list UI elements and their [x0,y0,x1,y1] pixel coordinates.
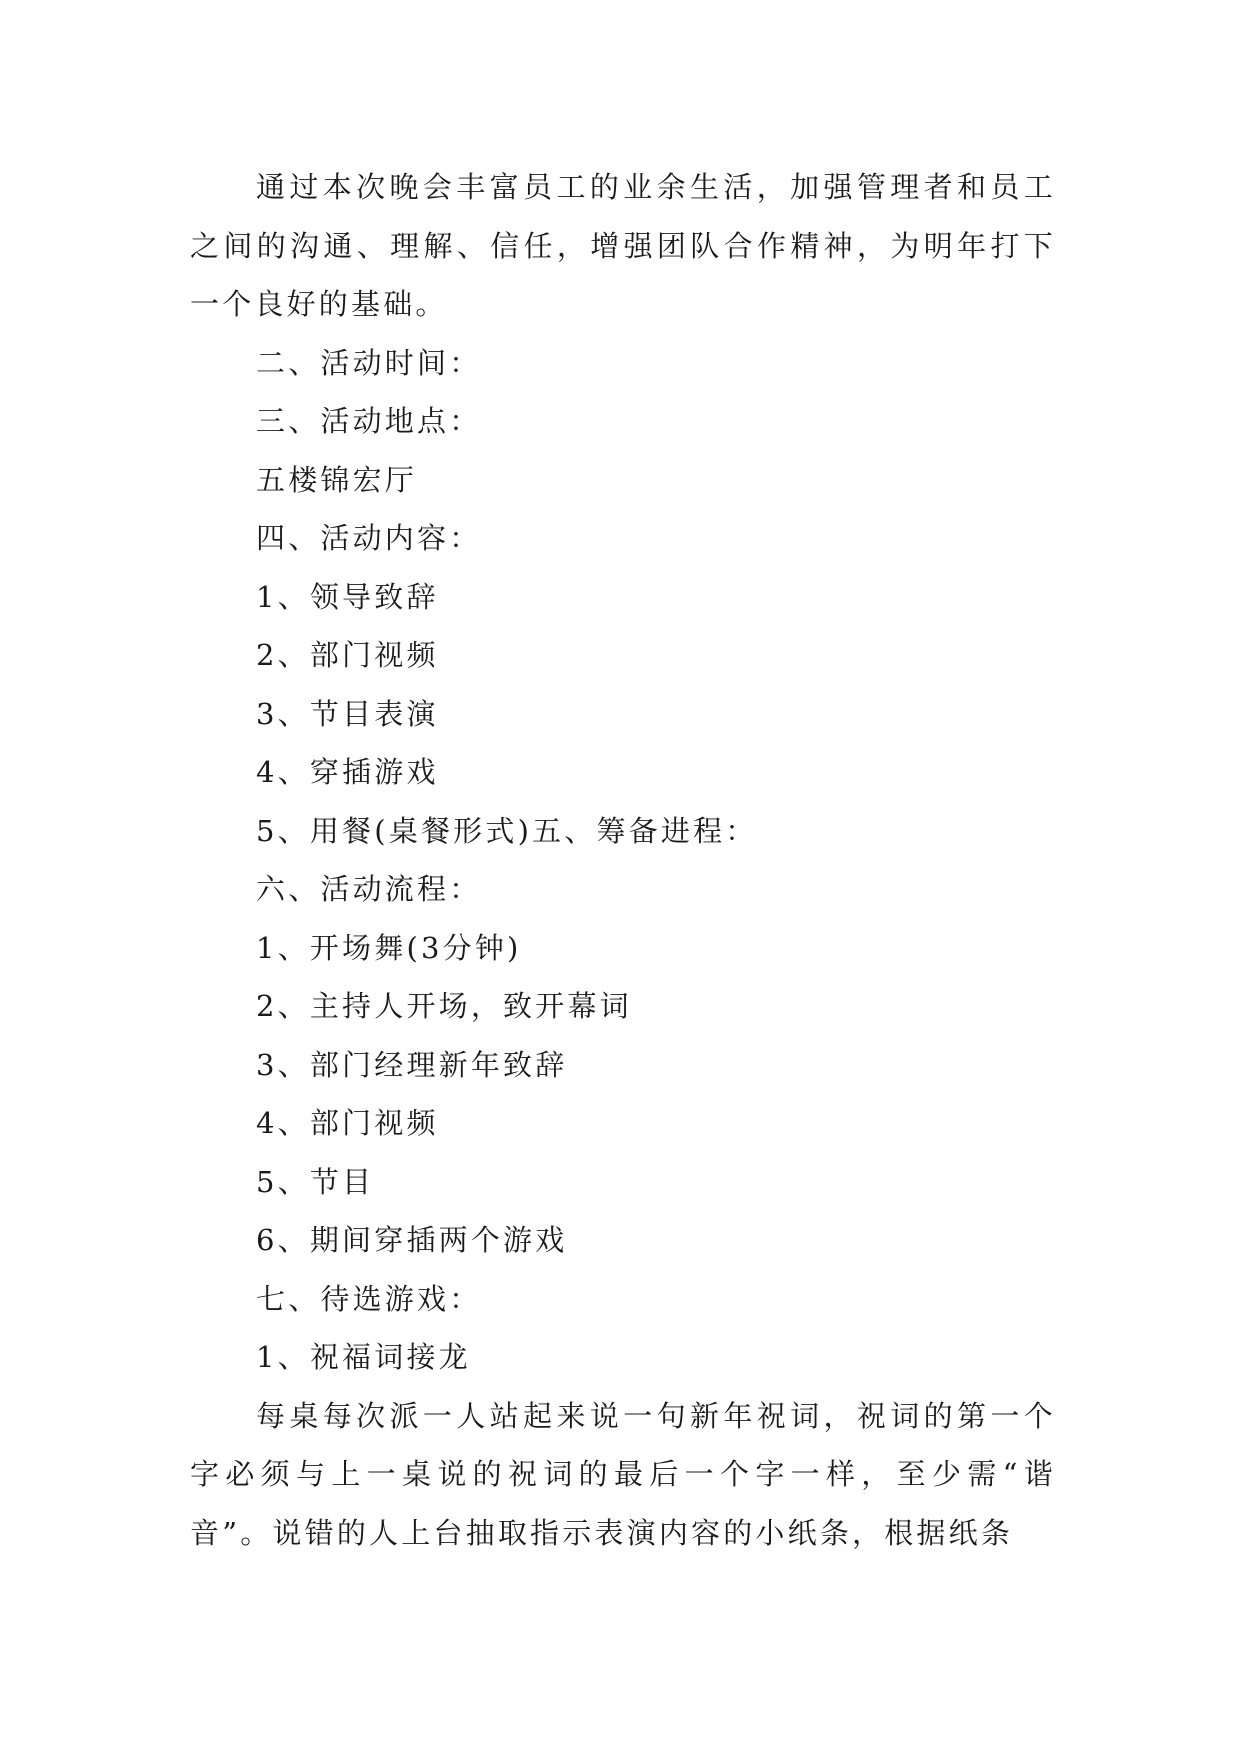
game-item: 1、祝福词接龙 [256,1340,471,1374]
flow-item: 5、节目 [256,1164,375,1199]
section-location-heading: 三、活动地点： [256,404,482,438]
flow-item: 2、主持人开场，致开幕词 [256,989,632,1023]
flow-item: 1、开场舞(3分钟) [256,930,522,965]
section-content-heading: 四、活动内容： [256,521,482,555]
location-text: 五楼锦宏厅 [256,462,418,497]
intro-paragraph: 通过本次晚会丰富员工的业余生活，加强管理者和员工之间的沟通、理解、信任，增强团队合作精神，为明年打下一个良好的基础。 [190,170,1056,321]
section-flow-heading: 六、活动流程： [256,872,482,906]
flow-item: 6、期间穿插两个游戏 [256,1223,568,1257]
flow-item: 3、部门经理新年致辞 [256,1047,568,1082]
section-time-heading: 二、活动时间： [256,345,482,380]
content-item: 3、节目表演 [256,696,439,731]
content-item: 1、领导致辞 [256,579,439,614]
content-item: 5、用餐(桌餐形式)五、筹备进程： [256,813,758,848]
flow-item: 4、部门视频 [256,1106,439,1140]
document-page [190,158,1056,1562]
section-games-heading: 七、待选游戏： [256,1281,482,1316]
content-item: 4、穿插游戏 [256,755,439,789]
content-item: 2、部门视频 [256,638,439,672]
closing-paragraph: 每桌每次派一人站起来说一句新年祝词，祝词的第一个字必须与上一桌说的祝词的最后一个字一样，至少需“谐音”。说错的人上台抽取指示表演内容的小纸条，根据纸条 [190,1398,1056,1550]
